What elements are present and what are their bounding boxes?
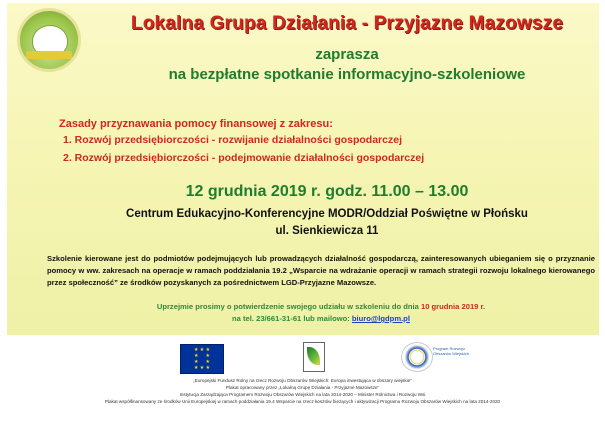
venue-address: ul. Sienkiewicza 11 xyxy=(275,225,379,237)
leaf-icon xyxy=(307,347,320,365)
rsvp-phone: na tel. 23/661-31-61 lub mailowo: xyxy=(232,314,352,323)
prow-caption: Program Rozwoju Obszarów Wiejskich xyxy=(433,346,470,356)
venue-name: Centrum Edukacyjno-Konferencyjne MODR/Oddział Poświętne w Płońsku xyxy=(126,208,528,220)
prow-logo-icon xyxy=(401,342,433,372)
rules-heading: Zasady przyznawania pomocy finansowej z zakresu: xyxy=(59,118,333,130)
event-date-time: 12 grudnia 2019 r. godz. 11.00 – 13.00 xyxy=(185,183,469,200)
leader-logo-icon xyxy=(303,342,325,372)
invite-line-2: na bezpłatne spotkanie informacyjno-szkoleniowe xyxy=(168,66,526,83)
page-title: Lokalna Grupa Działania - Przyjazne Mazowsze xyxy=(130,13,564,34)
eu-flag-icon xyxy=(180,344,224,374)
footer-line-2: Plakat opracowany przez „Lokalną Grupę Działania - Przyjazne Mazowsze” xyxy=(225,385,380,390)
rsvp-notice xyxy=(47,301,595,325)
poster-background xyxy=(7,3,599,335)
list-item: 1. Rozwój przedsiębiorczości - rozwijanie działalności gospodarczej xyxy=(63,134,402,146)
eu-stars: ★ ★ ★ ★ ★ ★ ★ ★ ★ ★ xyxy=(193,347,211,371)
footer-line-1: „Europejski Fundusz Rolny na rzecz Rozwoju Obszarów Wiejskich: Europa inwestująca w obszary wiejskie” xyxy=(193,378,412,383)
footer-line-4: Plakat współfinansowany ze środków Unii Europejskiej w ramach poddziałania 19.4 Wsparcie na rzecz kosztów bieżących i aktywizacji Programu Rozwoju Obszarów Wiejskich na lata 2014-2020 xyxy=(104,399,501,404)
logo-band xyxy=(26,51,72,59)
description-paragraph: Szkolenie kierowane jest do podmiotów podejmujących lub prowadzących działalność gospodarczą, zainteresowanych ubieganiem się o przyznanie pomocy w ww. zakresach na operacje w ramach poddziałania 19.2 „Wsparcie na wdrażanie operacji w ramach strategii rozwoju lokalnego kierowanego przez społeczność” ze środków pozyskanych za pośrednictwem LGD-Przyjazne Mazowsze. xyxy=(47,254,595,287)
list-item: 2. Rozwój przedsiębiorczości - podejmowanie działalności gospodarczej xyxy=(63,152,425,164)
rsvp-deadline: 10 grudnia 2019 r. xyxy=(420,302,486,311)
lgd-logo-icon xyxy=(17,8,81,72)
footer-line-3: Instytucja Zarządzająca Programem Rozwoju Obszarów Wiejskich na lata 2014-2020 – Minister Rolnictwa i Rozwoju Wsi xyxy=(179,392,426,397)
rules-list xyxy=(63,133,424,169)
rsvp-text: Uprzejmie prosimy o potwierdzenie swojego udziału w szkoleniu do dnia xyxy=(156,302,421,311)
email-link[interactable]: biuro@lgdpm.pl xyxy=(351,314,410,323)
invite-line-1: zaprasza xyxy=(315,46,379,63)
